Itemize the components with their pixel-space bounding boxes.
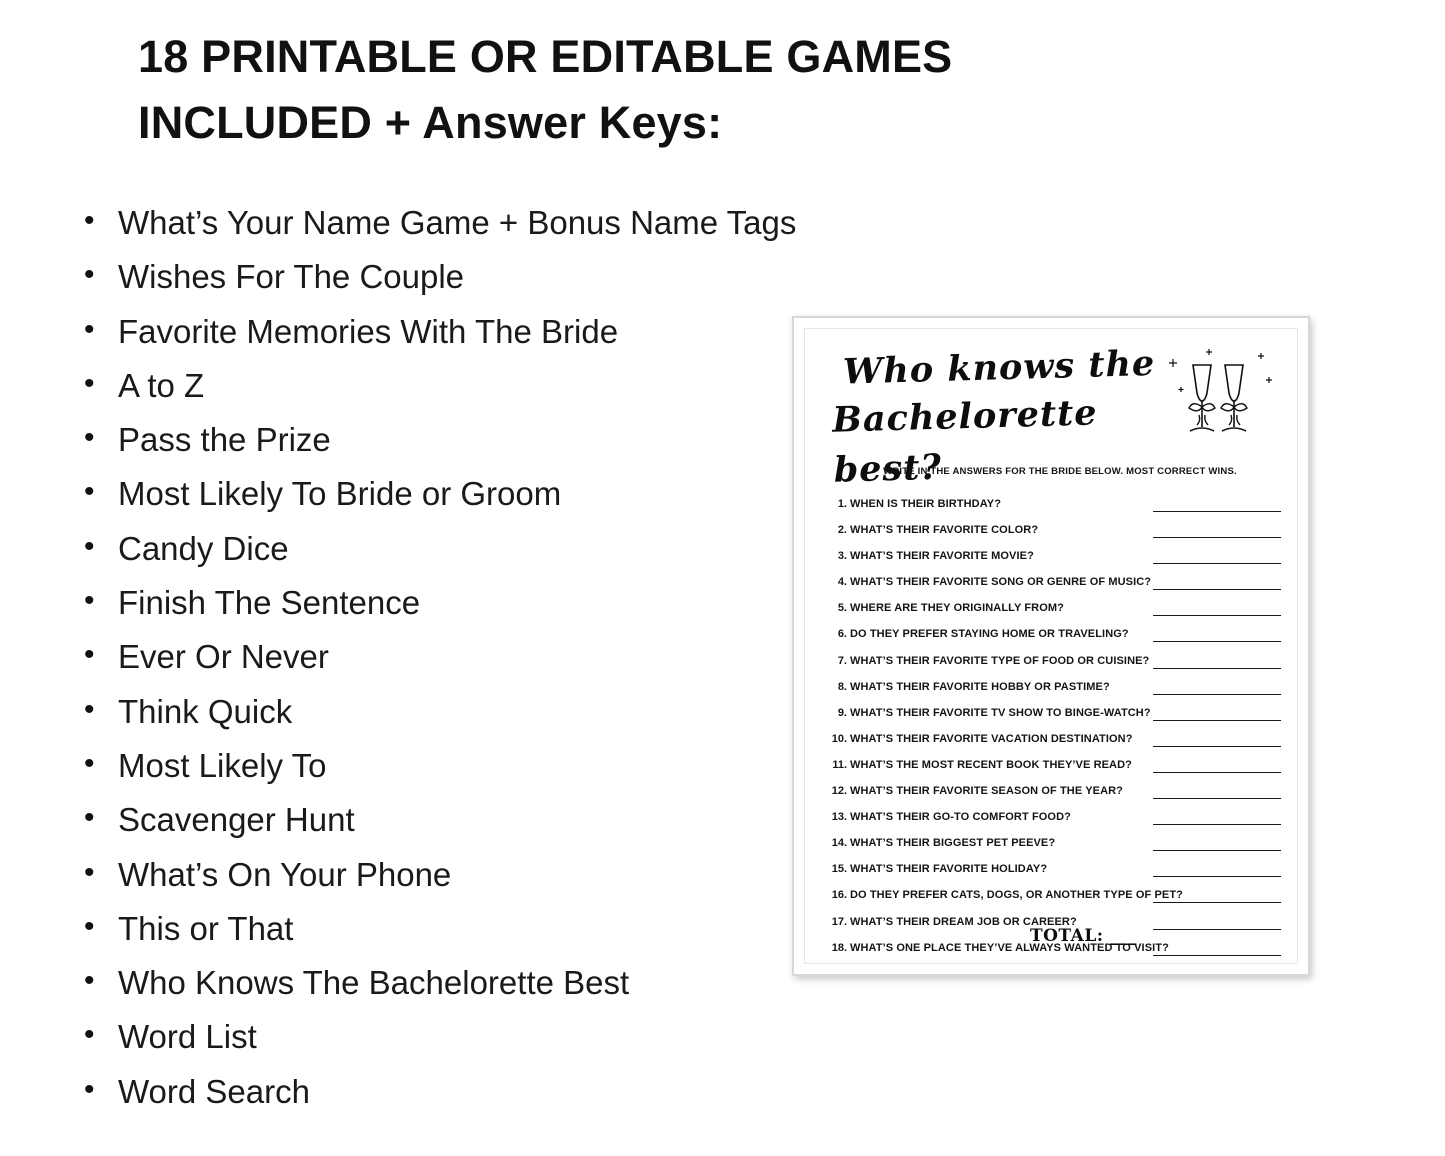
answer-blank-line[interactable] [1153, 798, 1281, 799]
list-item: • What’s Your Name Game + Bonus Name Tags [60, 196, 800, 250]
list-item: • Candy Dice [60, 522, 800, 576]
list-item: • Finish The Sentence [60, 576, 800, 630]
answer-blank-line[interactable] [1153, 746, 1281, 747]
list-item: • This or That [60, 902, 800, 956]
champagne-glasses-icon [1165, 343, 1275, 453]
question-text: DO THEY PREFER CATS, DOGS, OR ANOTHER TYPE OF PET? [850, 889, 1183, 902]
list-item: • Word Search [60, 1065, 800, 1119]
question-text: WHAT’S THEIR GO-TO COMFORT FOOD? [850, 811, 1071, 824]
question-number: 7. [837, 654, 847, 667]
worksheet-question-row [821, 834, 1283, 860]
worksheet-question-row [821, 547, 1283, 573]
worksheet-total-label: TOTAL: ___ [1029, 926, 1137, 946]
worksheet-question-row [821, 652, 1283, 678]
page-title-line-1: 18 PRINTABLE OR EDITABLE GAMES [138, 31, 953, 82]
question-number: 9. [837, 706, 847, 719]
question-text: WHERE ARE THEY ORIGINALLY FROM? [850, 602, 1064, 615]
worksheet-instructions: WRITE IN THE ANSWERS FOR THE BRIDE BELOW. MOST CORRECT WINS. [883, 466, 1237, 477]
question-text: WHAT’S THEIR BIGGEST PET PEEVE? [850, 837, 1056, 850]
list-item: • Wishes For The Couple [60, 250, 800, 304]
worksheet-question-list [821, 495, 1283, 965]
question-number: 6. [837, 628, 847, 641]
list-item: • Ever Or Never [60, 630, 800, 684]
answer-blank-line[interactable] [1153, 589, 1281, 590]
answer-blank-line[interactable] [1153, 668, 1281, 669]
answer-blank-line[interactable] [1153, 641, 1281, 642]
list-item: • Scavenger Hunt [60, 793, 800, 847]
answer-blank-line[interactable] [1153, 902, 1281, 903]
answer-blank-line[interactable] [1153, 615, 1281, 616]
question-number: 17. [831, 915, 847, 928]
page-title-line-2: INCLUDED + Answer Keys: [138, 97, 723, 148]
answer-blank-line[interactable] [1153, 694, 1281, 695]
question-number: 3. [837, 550, 847, 563]
question-number: 15. [831, 863, 847, 876]
question-number: 4. [837, 576, 847, 589]
list-item: • Who Knows The Bachelorette Best [60, 956, 800, 1010]
question-number: 10. [831, 732, 847, 745]
question-number: 2. [837, 524, 847, 537]
worksheet-question-row [821, 730, 1283, 756]
answer-blank-line[interactable] [1153, 876, 1281, 877]
question-number: 12. [831, 785, 847, 798]
question-text: WHAT’S THEIR FAVORITE COLOR? [850, 524, 1039, 537]
answer-blank-line[interactable] [1153, 824, 1281, 825]
list-item: • Most Likely To Bride or Groom [60, 467, 800, 521]
games-list [60, 196, 800, 1119]
question-text: WHAT’S THEIR FAVORITE SONG OR GENRE OF MUSIC? [850, 576, 1152, 589]
question-number: 8. [837, 680, 847, 693]
question-number: 11. [832, 758, 847, 771]
list-item: • Word List [60, 1010, 800, 1064]
worksheet-preview-card [792, 316, 1310, 976]
answer-blank-line[interactable] [1153, 955, 1281, 956]
answer-blank-line[interactable] [1153, 850, 1281, 851]
question-text: WHAT’S THEIR DREAM JOB OR CAREER? [850, 915, 1077, 928]
worksheet-question-row [821, 573, 1283, 599]
worksheet-question-row [821, 756, 1283, 782]
question-number: 1. [837, 498, 847, 510]
worksheet-title-line-2: Bachelorette best? [831, 392, 1099, 491]
question-number: 14. [831, 837, 847, 850]
page-title [138, 24, 1098, 156]
answer-blank-line[interactable] [1153, 720, 1281, 721]
question-number: 16. [831, 889, 847, 902]
question-text: DO THEY PREFER STAYING HOME OR TRAVELING? [850, 628, 1129, 641]
worksheet-inner-border [804, 328, 1298, 964]
question-number: 18. [831, 941, 847, 954]
worksheet-question-row [821, 704, 1283, 730]
question-text: WHAT’S THEIR FAVORITE HOBBY OR PASTIME? [850, 680, 1110, 693]
worksheet-question-row [821, 886, 1283, 912]
list-item: • Favorite Memories With The Bride [60, 305, 800, 359]
list-item: • What’s On Your Phone [60, 848, 800, 902]
question-text: WHEN IS THEIR BIRTHDAY? [850, 498, 1002, 510]
worksheet-title-line-1: Who knows the [842, 342, 1156, 393]
question-text: WHAT’S THE MOST RECENT BOOK THEY’VE READ? [850, 758, 1132, 771]
worksheet-question-row [821, 782, 1283, 808]
list-item: • A to Z [60, 359, 800, 413]
question-text: WHAT’S THEIR FAVORITE TYPE OF FOOD OR CUISINE? [850, 654, 1150, 667]
question-text: WHAT’S THEIR FAVORITE MOVIE? [850, 550, 1034, 563]
answer-blank-line[interactable] [1153, 537, 1281, 538]
question-text: WHAT’S THEIR FAVORITE VACATION DESTINATION? [850, 732, 1133, 745]
worksheet-question-row [821, 625, 1283, 651]
answer-blank-line[interactable] [1153, 929, 1281, 930]
question-text: WHAT’S THEIR FAVORITE SEASON OF THE YEAR? [850, 785, 1124, 798]
worksheet-question-row [821, 808, 1283, 834]
question-text: WHAT’S THEIR FAVORITE TV SHOW TO BINGE-WATCH? [850, 706, 1151, 719]
answer-blank-line[interactable] [1153, 772, 1281, 773]
list-item: • Pass the Prize [60, 413, 800, 467]
answer-blank-line[interactable] [1153, 563, 1281, 564]
question-number: 13. [831, 811, 847, 824]
question-text: WHAT’S THEIR FAVORITE HOLIDAY? [850, 863, 1048, 876]
worksheet-question-row [821, 599, 1283, 625]
list-item: • Most Likely To [60, 739, 800, 793]
worksheet-question-row [821, 678, 1283, 704]
worksheet-question-row [821, 521, 1283, 547]
question-text: WHAT’S ONE PLACE THEY’VE ALWAYS WANTED TO VISIT? [850, 941, 1169, 954]
question-number: 5. [837, 602, 847, 615]
worksheet-question-row [821, 860, 1283, 886]
list-item: • Think Quick [60, 685, 800, 739]
answer-blank-line[interactable] [1153, 511, 1281, 512]
worksheet-question-row [821, 495, 1283, 521]
